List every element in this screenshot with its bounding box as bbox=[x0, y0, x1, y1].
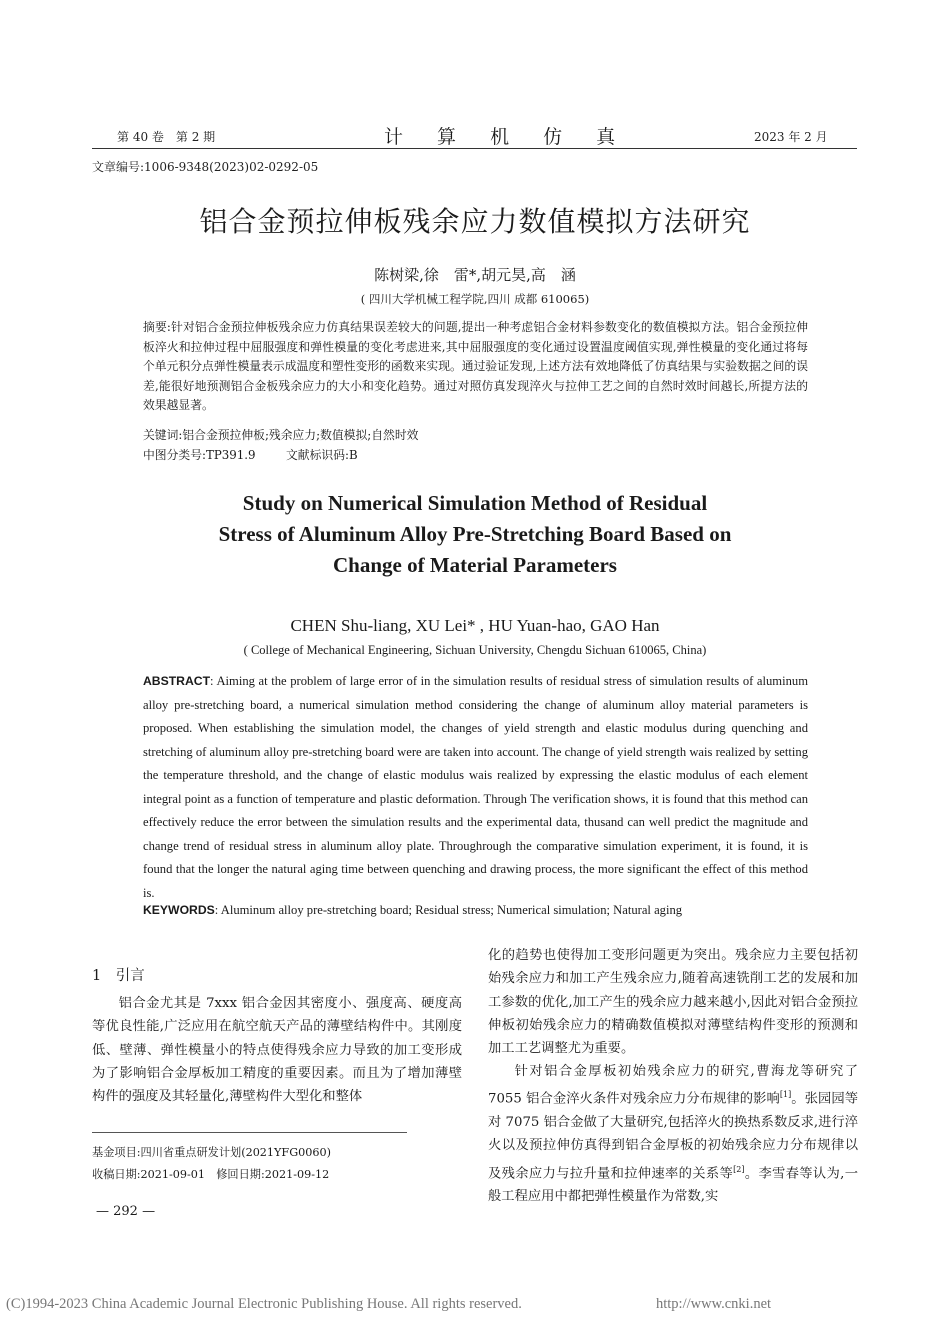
citation-1: [1] bbox=[779, 1090, 792, 1100]
affiliation-cn: ( 四川大学机械工程学院,四川 成都 610065) bbox=[360, 292, 590, 306]
right-paragraph-2-part-c: 。李雪春等认为,一般工程应用中都把弹性模量作为常数,实 bbox=[488, 1166, 859, 1205]
left-paragraph: 铝合金尤其是 7xxx 铝合金因其密度小、强度高、硬度高等优良性能,广泛应用在航空航天产品的薄壁结构件中。其刚度低、壁薄、弹性模量小的特点使得残余应力导致的加工变形成为了影响铝合金厚板加工精度的重要因素。而且为了增加薄壁构件的强度及其轻量化,薄壁构件大型化和整体 bbox=[92, 996, 462, 1105]
title-en-line-3: Change of Material Parameters bbox=[333, 553, 617, 577]
right-paragraph-1: 化的趋势也使得加工变形问题更为突出。残余应力主要包括初始残余应力和加工产生残余应力,随着高速铣削工艺的发展和加工参数的优化,加工产生的残余应力越来越小,因此对铝合金预拉伸板初始残余应力的精确数值模拟对薄壁结构件变形的预测和加工工艺调整尤为重要。 bbox=[488, 948, 858, 1057]
journal-name: 计 算 机 仿 真 bbox=[384, 126, 630, 148]
section-heading-introduction: 1 引言 bbox=[92, 968, 145, 984]
affiliation-en: ( College of Mechanical Engineering, Sichuan University, Chengdu Sichuan 610065, China) bbox=[243, 643, 707, 657]
title-cn: 铝合金预拉伸板残余应力数值模拟方法研究 bbox=[199, 205, 751, 238]
issue-info: 第 40 卷 第 2 期 bbox=[117, 130, 216, 144]
footnote-rule bbox=[92, 1132, 407, 1133]
footnote-dates: 收稿日期:2021-09-01 修回日期:2021-09-12 bbox=[92, 1168, 330, 1181]
footnote-fund: 基金项目:四川省重点研发计划(2021YFG0060) bbox=[92, 1146, 331, 1159]
abstract-cn: 摘要:针对铝合金预拉伸板残余应力仿真结果误差较大的问题,提出一种考虑铝合金材料参数变化的数值模拟方法。铝合金预拉伸板淬火和拉伸过程中屈服强度和弹性模量的变化考虑进来,其中屈服强度的变化通过设置温度阈值实现,弹性模量的变化通过将每个单元积分点弹性模量表示成温度和塑性变形的函数来实现。通过验证发现,上述方法有效地降低了仿真结果与实验数据之间的误差,能很好地预测铝合金板残余应力的大小和变化趋势。通过对照仿真发现淬火与拉伸工艺之间的自然时效时间越长,所提方法的效果越显著。 bbox=[143, 320, 808, 413]
title-en-line-1: Study on Numerical Simulation Method of Residual bbox=[242, 491, 708, 515]
title-en-line-2: Stress of Aluminum Alloy Pre-Stretching Board Based on bbox=[218, 522, 732, 546]
classification-number: 中图分类号:TP391.9 bbox=[143, 448, 256, 462]
abstract-en bbox=[143, 670, 808, 905]
keywords-en-label: KEYWORDS bbox=[143, 903, 215, 917]
citation-2: [2] bbox=[733, 1164, 745, 1174]
right-paragraph-2 bbox=[488, 1060, 858, 1209]
document-code: 文献标识码:B bbox=[286, 448, 358, 462]
abstract-en-label: ABSTRACT bbox=[143, 674, 211, 688]
issue-date: 2023 年 2 月 bbox=[754, 130, 828, 144]
page-number: — 292 — bbox=[96, 1204, 156, 1219]
keywords-cn: 关键词:铝合金预拉伸板;残余应力;数值模拟;自然时效 bbox=[143, 428, 419, 442]
keywords-en bbox=[143, 903, 808, 918]
right-paragraph-2-part-b: 。张园园等对 7075 铝合金做了大量研究,包括淬火的换热系数反求,进行淬火以及预拉伸仿真得到铝合金厚板的初始残余应力分布规律以及残余应力与拉升量和拉伸速率的关系等 bbox=[488, 1091, 858, 1182]
authors-cn: 陈树梁,徐 雷*,胡元昊,高 涵 bbox=[374, 266, 576, 284]
cnki-link[interactable]: http://www.cnki.net bbox=[656, 1296, 772, 1312]
copyright-notice: (C)1994-2023 China Academic Journal Electronic Publishing House. All rights reserved. bbox=[6, 1296, 522, 1312]
right-paragraph-2-part-a: 针对铝合金厚板初始残余应力的研究,曹海龙等研究了 7055 铝合金淬火条件对残余应力分布规律的影响 bbox=[488, 1064, 858, 1107]
keywords-en-text: : Aluminum alloy pre-stretching board; Residual stress; Numerical simulation; Natural aging bbox=[214, 903, 683, 917]
abstract-en-text: : Aiming at the problem of large error of in the simulation results of residual stress of simulation results of aluminum alloy pre-stretching board, a numerical simulation method considering the change of aluminum alloy material parameters is proposed. When establishing the simulation model, the changes of yield strength and elastic modulus during quenching and stretching of aluminum alloy pre-stretching board were are taken into account. The change of yield strength wais realized by setting the temperature threshold, and the change of elastic modulus wais realized by expressing the elastic modulus of each element integral point as a function of temperature and plastic deformation. Through The verification shows, it is found that this method can effectively reduce the error between the simulation results and the experimental data, thusand can well predict the magnitude and change trend of residual stress in aluminum alloy plate. Throughrough the comparative simulation experiment, it is found, it is found that the longer the natural aging time between quenching and drawing process, the more significant the effect of this method is. bbox=[143, 674, 808, 900]
article-number: 文章编号:1006-9348(2023)02-0292-05 bbox=[92, 160, 319, 174]
authors-en: CHEN Shu-liang, XU Lei* , HU Yuan-hao, GAO Han bbox=[290, 616, 660, 635]
header-rule bbox=[92, 148, 857, 149]
